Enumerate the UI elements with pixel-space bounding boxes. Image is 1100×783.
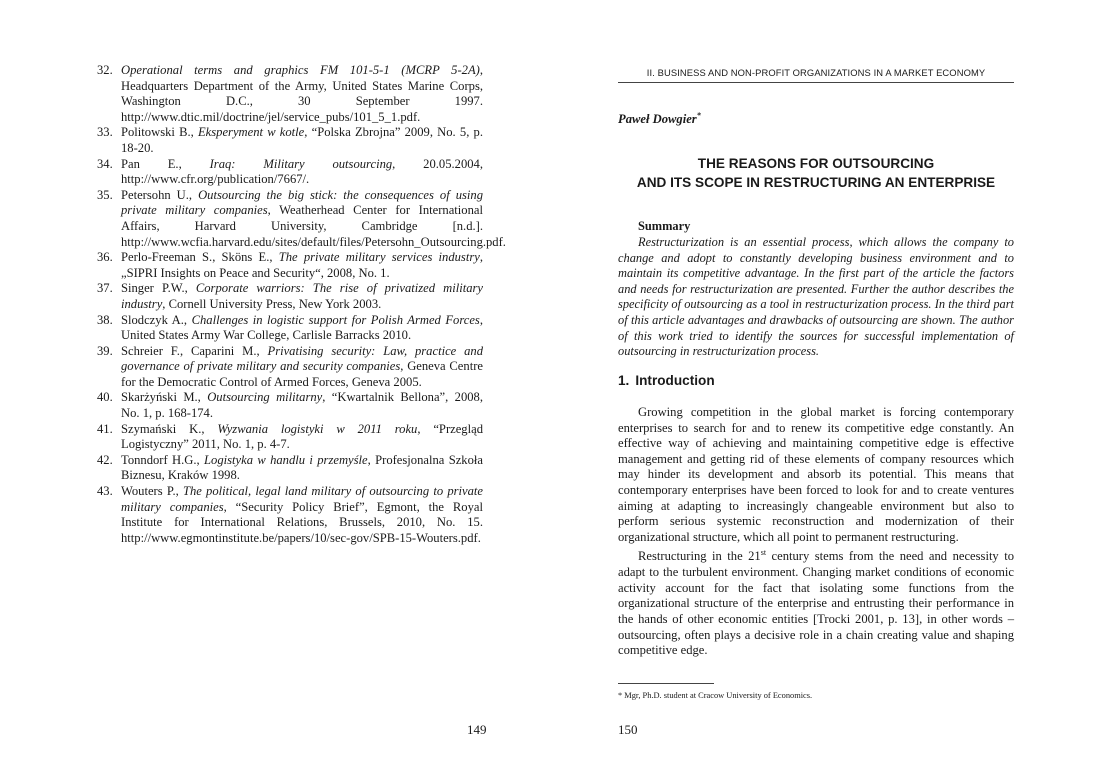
reference-item: 39. Schreier F., Caparini M., Privatising security: Law, practice and governance of private military and security companies, Geneva Centre for the Democratic Control of Armed Forces, Geneva 2005.	[97, 343, 483, 389]
summary-heading: Summary	[638, 219, 691, 233]
paragraph: Growing competition in the global market is forcing contemporary enterprises to search for and to renew its competitive edge constantly. An effective way of achieving and maintaining competitive edge is effective management and getting rid of these elements of company resources which may hinder its development and absorb its potential. This means that contemporary enterprises have been forced to look for and to create ventures aiming at adapting to increasingly changeable environment but also to perform serious systemic reconstruction and modernization of their organizational structure, which all point to permanent restructuring.	[618, 405, 1014, 544]
reference-item: 40. Skarżyński M., Outsourcing militarny, “Kwartalnik Bellona”, 2008, No. 1, p. 168-174.	[97, 390, 483, 421]
reference-item: 34. Pan E., Iraq: Military outsourcing, 20.05.2004, http://www.cfr.org/publication/7667/.	[97, 156, 483, 187]
title-line: THE REASONS FOR OUTSOURCING	[697, 156, 935, 171]
summary-text: Restructurization is an essential process, which allows the company to change and adopt to constantly developing business environment and to maintain its competitive advantage. In the first part of the article the factors and needs for restructurization are presented. Further the author describes the specificity of outsourcing as a tool in restructurization process. In the third part of this article advantages and drawbacks of outsourcing are shown. The author of this work tried to identify the sources for successful implementation of outsourcing in restructurization process.	[618, 235, 1014, 359]
author-name: Paweł Dowgier*	[618, 111, 701, 127]
footnote-marker: *	[696, 111, 701, 120]
section-heading: 1. Introduction	[618, 373, 715, 388]
right-page	[550, 0, 1100, 783]
paragraph: Restructuring in the 21st century stems from the need and necessity to adapt to the turbulent environment. Changing market conditions of economic activity account for the fact that isolating some functions from the organizational structure of the enterprise and entrusting their performance in the hands of other economic entities [Trocki 2001, p. 13], in other words – outsourcing, often plays a decisive role in a chain creating value and shaping competitive edge.	[618, 548, 1014, 658]
body-text	[618, 405, 1014, 659]
reference-item: 33. Politowski B., Eksperyment w kotle, “Polska Zbrojna” 2009, No. 5, p. 18-20.	[97, 125, 483, 155]
reference-item: 43. Wouters P., The political, legal land military of outsourcing to private military companies, “Security Policy Brief”, Egmont, the Royal Institute for International Relations, Brussels, 2010, No. 15. http://www.egmontinstitute.be/papers/10/sec-gov/SPB-15-Wouters.pdf.	[97, 484, 483, 545]
reference-list	[95, 63, 506, 546]
reference-item: 36. Perlo-Freeman S., Sköns E., The private military services industry, „SIPRI Insights on Peace and Security“, 2008, No. 1.	[97, 250, 483, 280]
reference-item: 32. Operational terms and graphics FM 101-5-1 (MCRP 5-2A), Headquarters Department of the Army, United States Marine Corps, Washington D.C., 30 September 1997. http://www.dtic.mil/doctrine/jel/service_pubs/101_5_1.pdf.	[97, 63, 483, 124]
reference-item: 35. Petersohn U., Outsourcing the big stick: the consequences of using private military companies, Weatherhead Center for International Affairs, Harvard University, Cambridge [n.d.]. http://www.wcfia.harvard.edu/sites/default/files/Petersohn_Outsourcing.pdf.	[97, 187, 506, 249]
reference-item: 41. Szymański K., Wyzwania logistyki w 2011 roku, “Przegląd Logistyczny” 2011, No. 1, p. 4-7.	[97, 421, 483, 452]
reference-item: 37. Singer P.W., Corporate warriors: The rise of privatized military industry, Cornell University Press, New York 2003.	[97, 281, 484, 311]
footnote: * Mgr, Ph.D. student at Cracow University of Economics.	[618, 691, 813, 700]
page-number: 149	[467, 722, 487, 737]
reference-item: 38. Slodczyk A., Challenges in logistic support for Polish Armed Forces, United States Army War College, Carlisle Barracks 2010.	[97, 312, 483, 343]
running-header: II. BUSINESS AND NON-PROFIT ORGANIZATIONS IN A MARKET ECONOMY	[618, 67, 1014, 83]
reference-item: 42. Tonndorf H.G., Logistyka w handlu i przemyśle, Profesjonalna Szkoła Biznesu, Kraków 1998.	[97, 452, 483, 483]
footnote-divider	[618, 683, 714, 684]
article-title	[618, 154, 1014, 192]
page-number: 150	[618, 722, 638, 737]
title-line: AND ITS SCOPE IN RESTRUCTURING AN ENTERPRISE	[636, 175, 996, 190]
